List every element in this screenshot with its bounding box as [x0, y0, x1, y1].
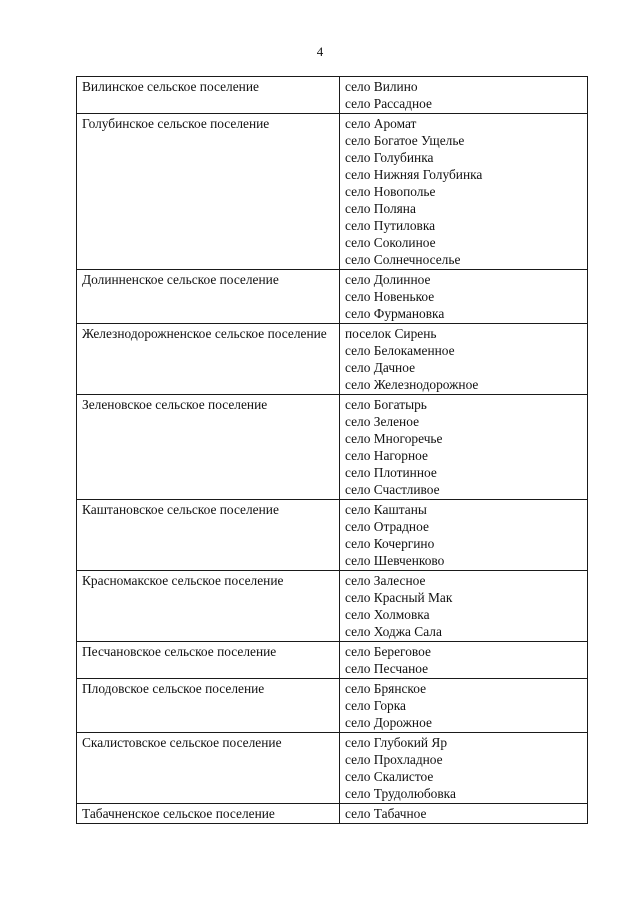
table-row: [77, 733, 588, 804]
village-name: село Красный Мак: [345, 590, 453, 605]
village-name: село Фурмановка: [345, 306, 445, 321]
villages-cell: [340, 500, 588, 571]
settlement-cell: [77, 395, 340, 500]
villages-cell: [340, 642, 588, 679]
village-name: село Путиловка: [345, 218, 436, 233]
settlement-name: Зеленовское сельское поселение: [82, 397, 268, 412]
table-row: [77, 324, 588, 395]
village-name: село Солнечноселье: [345, 252, 461, 267]
village-name: село Богатое Ущелье: [345, 133, 465, 148]
village-name: село Многоречье: [345, 431, 443, 446]
village-name: село Отрадное: [345, 519, 429, 534]
table-row: [77, 270, 588, 324]
village-name: село Счастливое: [345, 482, 440, 497]
village-name: село Горка: [345, 698, 406, 713]
villages-cell: [340, 804, 588, 824]
village-name: село Глубокий Яр: [345, 735, 448, 750]
village-name: село Песчаное: [345, 661, 429, 676]
settlement-cell: [77, 77, 340, 114]
village-name: село Нижняя Голубинка: [345, 167, 483, 182]
village-name: село Кочергино: [345, 536, 435, 551]
table-row: [77, 114, 588, 270]
village-name: село Прохладное: [345, 752, 443, 767]
village-name: село Дорожное: [345, 715, 432, 730]
settlement-name: Песчановское сельское поселение: [82, 644, 277, 659]
table-row: [77, 500, 588, 571]
settlement-cell: [77, 114, 340, 270]
village-name: село Ходжа Сала: [345, 624, 442, 639]
village-name: село Соколиное: [345, 235, 436, 250]
settlement-name: Каштановское сельское поселение: [82, 502, 279, 517]
villages-cell: [340, 733, 588, 804]
village-name: село Каштаны: [345, 502, 427, 517]
village-name: село Долинное: [345, 272, 431, 287]
settlements-table: [76, 76, 588, 824]
village-name: село Табачное: [345, 806, 427, 821]
village-name: село Железнодорожное: [345, 377, 479, 392]
settlement-cell: [77, 571, 340, 642]
settlement-cell: [77, 324, 340, 395]
villages-cell: [340, 77, 588, 114]
villages-cell: [340, 679, 588, 733]
settlement-cell: [77, 733, 340, 804]
village-name: село Плотинное: [345, 465, 437, 480]
settlement-name: Голубинское сельское поселение: [82, 116, 270, 131]
village-name: поселок Сирень: [345, 326, 437, 341]
villages-cell: [340, 571, 588, 642]
village-name: село Новенькое: [345, 289, 435, 304]
village-name: село Рассадное: [345, 96, 432, 111]
village-name: село Брянское: [345, 681, 427, 696]
village-name: село Зеленое: [345, 414, 420, 429]
village-name: село Вилино: [345, 79, 418, 94]
village-name: село Голубинка: [345, 150, 434, 165]
village-name: село Береговое: [345, 644, 431, 659]
village-name: село Дачное: [345, 360, 416, 375]
village-name: село Поляна: [345, 201, 416, 216]
settlement-name: Плодовское сельское поселение: [82, 681, 265, 696]
settlement-name: Скалистовское сельское поселение: [82, 735, 282, 750]
table-row: [77, 571, 588, 642]
village-name: село Нагорное: [345, 448, 428, 463]
villages-cell: [340, 395, 588, 500]
village-name: село Богатырь: [345, 397, 427, 412]
village-name: село Холмовка: [345, 607, 430, 622]
settlement-cell: [77, 500, 340, 571]
village-name: село Трудолюбовка: [345, 786, 456, 801]
table-row: [77, 77, 588, 114]
settlements-table-body: [77, 77, 588, 824]
village-name: село Белокаменное: [345, 343, 455, 358]
villages-cell: [340, 270, 588, 324]
village-name: село Залесное: [345, 573, 426, 588]
settlement-cell: [77, 642, 340, 679]
settlement-name: Красномакское сельское поселение: [82, 573, 284, 588]
village-name: село Новополье: [345, 184, 436, 199]
settlement-name: Вилинское сельское поселение: [82, 79, 259, 94]
settlement-name: Железнодорожненское сельское поселение: [82, 326, 327, 341]
village-name: село Аромат: [345, 116, 417, 131]
villages-cell: [340, 324, 588, 395]
settlement-cell: [77, 679, 340, 733]
settlement-cell: [77, 804, 340, 824]
table-row: [77, 395, 588, 500]
villages-cell: [340, 114, 588, 270]
settlement-name: Долинненское сельское поселение: [82, 272, 279, 287]
table-row: [77, 679, 588, 733]
village-name: село Шевченково: [345, 553, 445, 568]
settlement-name: Табачненское сельское поселение: [82, 806, 275, 821]
table-row: [77, 642, 588, 679]
table-row: [77, 804, 588, 824]
settlement-cell: [77, 270, 340, 324]
page-number: 4: [316, 44, 324, 59]
village-name: село Скалистое: [345, 769, 434, 784]
